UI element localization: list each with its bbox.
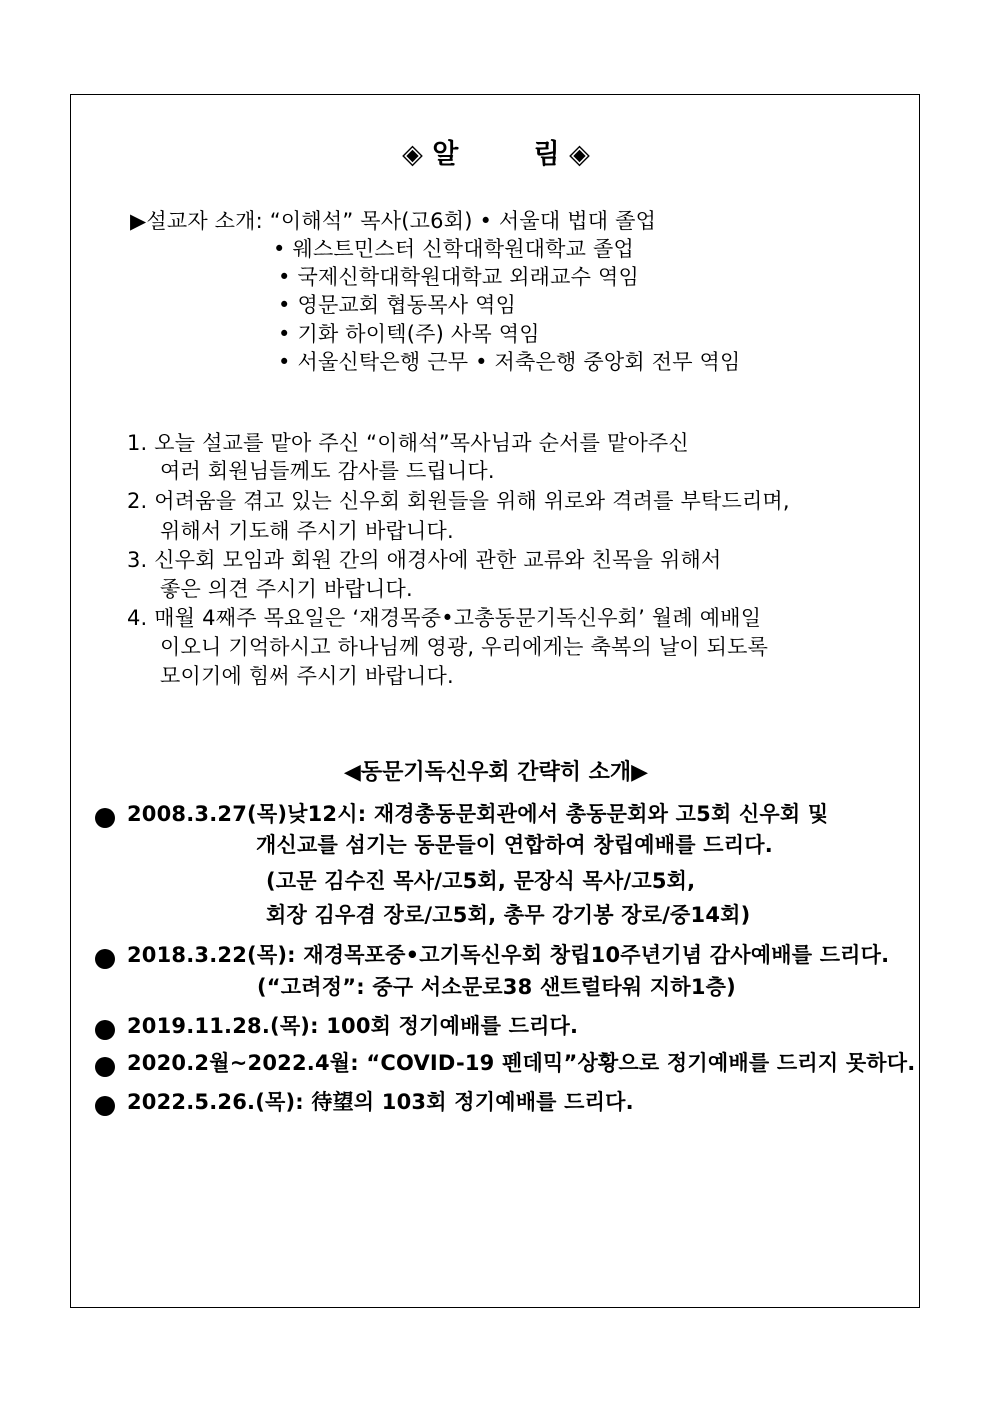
bullet-icon (95, 1020, 115, 1040)
history-entry-1-line-2: 개신교를 섬기는 동문들이 연합하여 창립예배를 드리다. (256, 833, 773, 857)
history-entry-1-line-1: 2008.3.27(목)낮12시: 재경총동문회관에서 총동문회와 고5회 신우회 및 (127, 802, 829, 826)
bullet-icon (95, 949, 115, 969)
history-entry-1-line-4: 회장 김우겸 장로/고5회, 총무 강기봉 장로/중14회) (266, 903, 751, 927)
preacher-line-6: • 서울신탁은행 근무 • 저축은행 중앙회 전무 역임 (278, 350, 741, 374)
preacher-line-1: ▶설교자 소개: “이해석” 목사(고6회) • 서울대 법대 졸업 (130, 209, 657, 233)
bullet-icon (95, 1096, 115, 1116)
history-entry-4-line-1: 2020.2월~2022.4월: “COVID-19 펜데믹”상황으로 정기예배를 드리지 못하다. (127, 1051, 916, 1075)
preacher-line-4: • 영문교회 협동목사 역임 (278, 293, 517, 317)
notice-item-4-line-3: 모이기에 힘써 주시기 바랍니다. (160, 664, 454, 688)
history-entry-3-line-1: 2019.11.28.(목): 100회 정기예배를 드리다. (127, 1014, 579, 1038)
notice-item-1-line-1: 1. 오늘 설교를 맡아 주신 “이해석”목사님과 순서를 맡아주신 (127, 431, 689, 455)
bullet-icon (95, 1057, 115, 1077)
preacher-line-3: • 국제신학대학원대학교 외래교수 역임 (278, 265, 639, 289)
bullet-icon (95, 808, 115, 828)
notice-item-3-line-1: 3. 신우회 모임과 회원 간의 애경사에 관한 교류와 친목을 위해서 (127, 548, 722, 572)
notice-item-4-line-1: 4. 매월 4째주 목요일은 ‘재경목중•고총동문기독신우회’ 월례 예배일 (127, 606, 762, 630)
notice-item-3-line-2: 좋은 의견 주시기 바랍니다. (160, 577, 413, 601)
history-title: ◀동문기독신우회 간략히 소개▶ (343, 760, 649, 785)
notice-item-2-line-2: 위해서 기도해 주시기 바랍니다. (160, 519, 454, 543)
notice-title: ◈ 알 림 ◈ (402, 139, 590, 170)
notice-item-2-line-1: 2. 어려움을 겪고 있는 신우회 회원들을 위해 위로와 격려를 부탁드리며, (127, 489, 790, 513)
preacher-line-2: • 웨스트민스터 신학대학원대학교 졸업 (273, 237, 634, 261)
history-entry-5-line-1: 2022.5.26.(목): 待望의 103회 정기예배를 드리다. (127, 1090, 634, 1114)
history-entry-2-line-2: (“고려정”: 중구 서소문로38 샌트럴타워 지하1층) (257, 975, 736, 999)
notice-item-4-line-2: 이오니 기억하시고 하나님께 영광, 우리에게는 축복의 날이 되도록 (160, 635, 769, 659)
preacher-line-5: • 기화 하이텍(주) 사목 역임 (278, 322, 540, 346)
notice-item-1-line-2: 여러 회원님들께도 감사를 드립니다. (160, 459, 495, 483)
history-entry-2-line-1: 2018.3.22(목): 재경목포중•고기독신우회 창립10주년기념 감사예배를 드리다. (127, 943, 890, 967)
history-entry-1-line-3: (고문 김수진 목사/고5회, 문장식 목사/고5회, (266, 869, 696, 893)
